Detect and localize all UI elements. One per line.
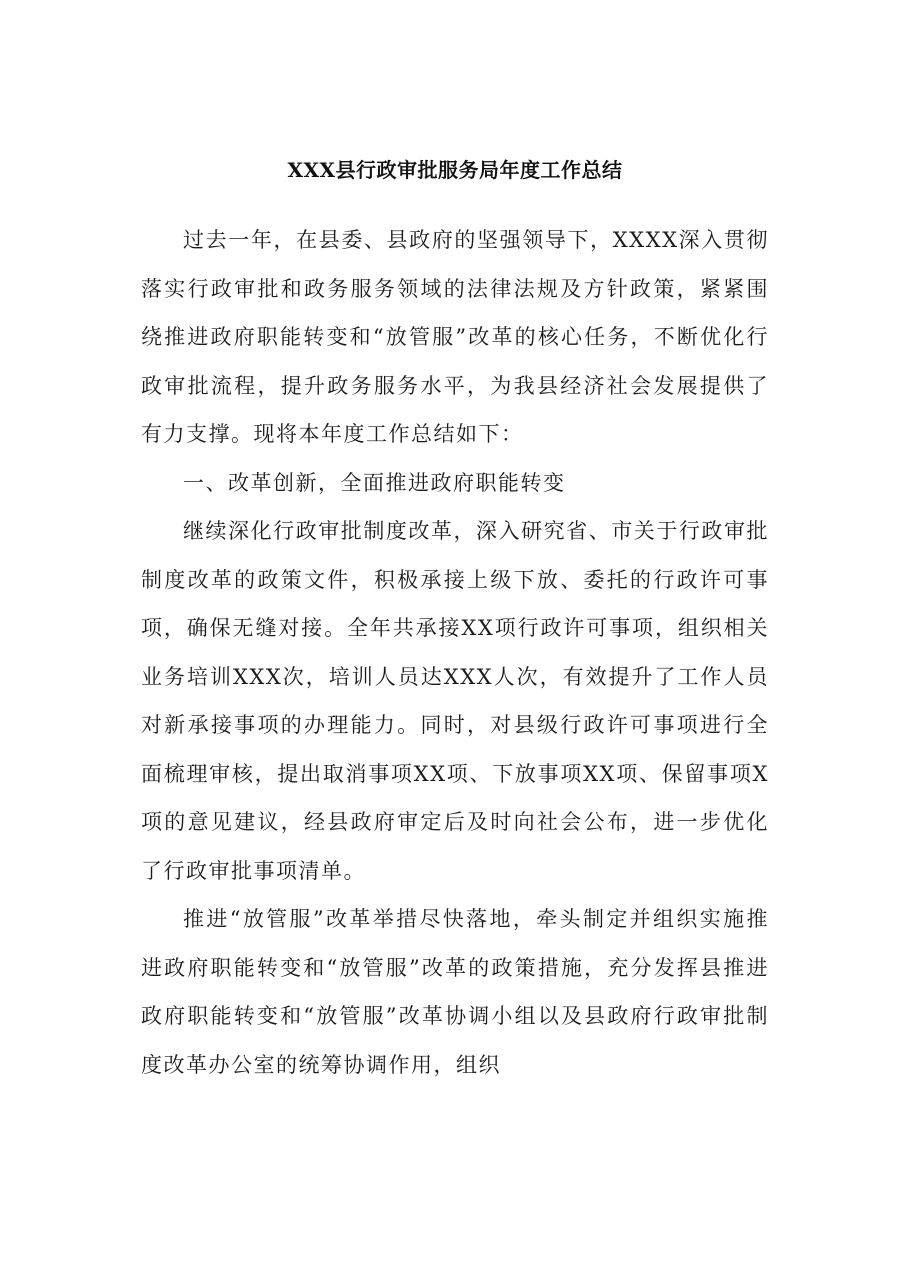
paragraph-intro: 过去一年，在县委、县政府的坚强领导下，XXXX深入贯彻落实行政审批和政务服务领域的法律法规及方针政策，紧紧围绕推进政府职能转变和“放管服”改革的核心任务，不断优化行政审批流程，提升政务服务水平，为我县经济社会发展提供了有力支撑。现将本年度工作总结如下： — [141, 228, 769, 446]
paragraph-fangguanfu: 推进“放管服”改革举措尽快落地，牵头制定并组织实施推进政府职能转变和“放管服”改革的政策措施，充分发挥县推进政府职能转变和“放管服”改革协调小组以及县政府行政审批制度改革办公室的统筹协调作用，组织 — [141, 907, 769, 1077]
title-spacing — [141, 192, 769, 216]
document-title: XXX县行政审批服务局年度工作总结 — [287, 158, 623, 182]
document-body — [141, 148, 769, 1089]
paragraph-approval-reform: 继续深化行政审批制度改革，深入研究省、市关于行政审批制度改革的政策文件，积极承接上级下放、委托的行政许可事项，确保无缝对接。全年共承接XX项行政许可事项，组织相关业务培训XXX次，培训人员达XXX人次，有效提升了工作人员对新承接事项的办理能力。同时，对县级行政许可事项进行全面梳理审核，提出取消事项XX项、下放事项XX项、保留事项X项的意见建议，经县政府审定后及时向社会公布，进一步优化了行政审批事项清单。 — [141, 519, 769, 883]
section-heading-1: 一、改革创新，全面推进政府职能转变 — [183, 470, 566, 495]
